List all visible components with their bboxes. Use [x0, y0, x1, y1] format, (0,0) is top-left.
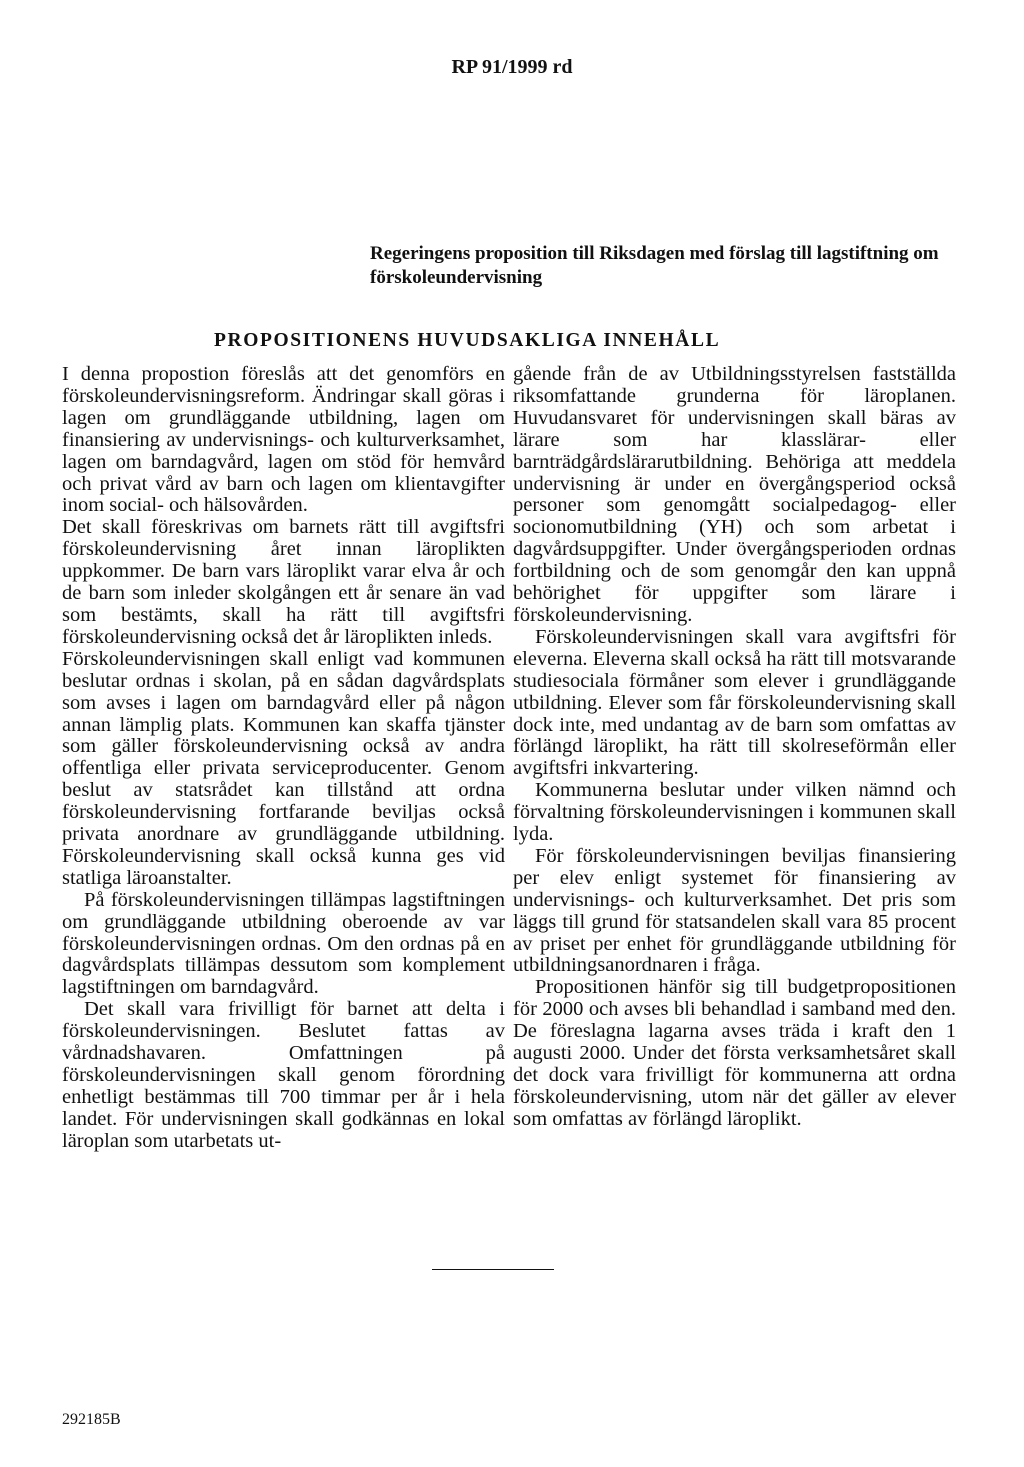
right-column — [513, 364, 956, 1131]
paragraph: Det skall vara frivilligt för barnet att delta i förskoleundervisningen. Beslutet fattas av vårdnadshavaren. Omfattningen på förskoleundervisningen skall genom förordning enhetligt bestämmas till 700 timmar per år i hela landet. För undervisningen skall godkännas en lokal läroplan som utarbetats ut- — [62, 998, 505, 1152]
paragraph: Propositionen hänför sig till budgetpropositionen för 2000 och avses bli behandlad i samband med den. De föreslagna lagarna avses träda i kraft den 1 augusti 2000. Under det första verksamhetsåret skall det dock vara frivilligt för kommunerna att ordna förskoleundervisning, utom när det gäller av elever som omfattas av förlängd läroplikt. — [513, 976, 956, 1130]
paragraph: Förskoleundervisningen skall enligt vad kommunen beslutar ordnas i skolan, på en sådan dagvårdsplats som avses i lagen om barndagvård eller på någon annan lämplig plats. Kommunen kan skaffa tjänster som gäller förskoleundervisning också av andra offentliga eller privata serviceproducenter. Genom beslut av statsrådet kan tillstånd att ordna förskoleundervisning fortfarande beviljas också privata anordnare av grundläggande utbildning. Förskoleundervisning skall också kunna ges vid statliga läroanstalter. — [62, 647, 505, 889]
paragraph: Förskoleundervisningen skall vara avgiftsfri för eleverna. Eleverna skall också ha rätt till motsvarande studiesociala förmåner som elever i grundläggande utbildning. Elever som får förskoleundervisning skall dock inte, med undantag av de barn som omfattas av förlängd läroplikt, ha rätt till skolreseförmån eller avgiftsfri inkvartering. — [513, 625, 956, 780]
paragraph: I denna propostion föreslås att det genomförs en förskoleundervisningsreform. Ändringar skall göras i lagen om grundläggande utbildning, lagen om finansiering av undervisnings- och kulturverksamhet, lagen om barndagvård, lagen om stöd för hemvård och privat vård av barn och lagen om klientavgifter inom social- och hälsovården. — [62, 363, 505, 517]
document-title: Regeringens proposition till Riksdagen med förslag till lagstiftning om förskoleundervisning — [370, 243, 939, 288]
paragraph: Kommunerna beslutar under vilken nämnd och förvaltning förskoleundervisningen i kommunen skall lyda. — [513, 779, 956, 846]
paragraph: På förskoleundervisningen tillämpas lagstiftningen om grundläggande utbildning oberoende av var förskoleundervisningen ordnas. Om den ordnas på en dagvårdsplats tillämpas dessutom som komplement lagstiftningen om barndagvård. — [62, 888, 505, 999]
document-id: RP 91/1999 rd — [451, 56, 573, 78]
paragraph: För förskoleundervisningen beviljas finansiering per elev enligt systemet för finansiering av undervisnings- och kulturverksamhet. Det pris som läggs till grund för statsandelen skall vara 85 procent av priset per enhet för grundläggande utbildning för utbildningsanordnaren i fråga. — [513, 844, 956, 977]
footer-code: 292185B — [62, 1411, 121, 1428]
separator-rule — [432, 1269, 554, 1270]
left-column — [62, 364, 505, 1153]
paragraph: Det skall föreskrivas om barnets rätt till avgiftsfri förskoleundervisning året innan läroplikten uppkommer. De barn vars läroplikt varar elva år och de barn som inleder skolgången ett år senare än vad som bestämts, skall ha rätt till avgiftsfri förskoleundervisning också det år läroplikten inleds. — [62, 516, 505, 648]
paragraph: gående från de av Utbildningsstyrelsen fastställda riksomfattande grunderna för läroplanen. Huvudansvaret för undervisningen skall bäras av lärare som har klasslärar- eller barnträdgårdslärarutbildning. Behöriga att meddela undervisning är under en övergångsperiod också personer som genomgått socialpedagog- eller socionomutbildning (YH) och som arbetat i dagvårdsuppgifter. Under övergångsperioden ordnas fortbildning och de som genomgår den kan uppnå behörighet för uppgifter som lärare i förskoleundervisning. — [513, 363, 956, 626]
section-heading: PROPOSITIONENS HUVUDSAKLIGA INNEHÅLL — [214, 330, 721, 351]
